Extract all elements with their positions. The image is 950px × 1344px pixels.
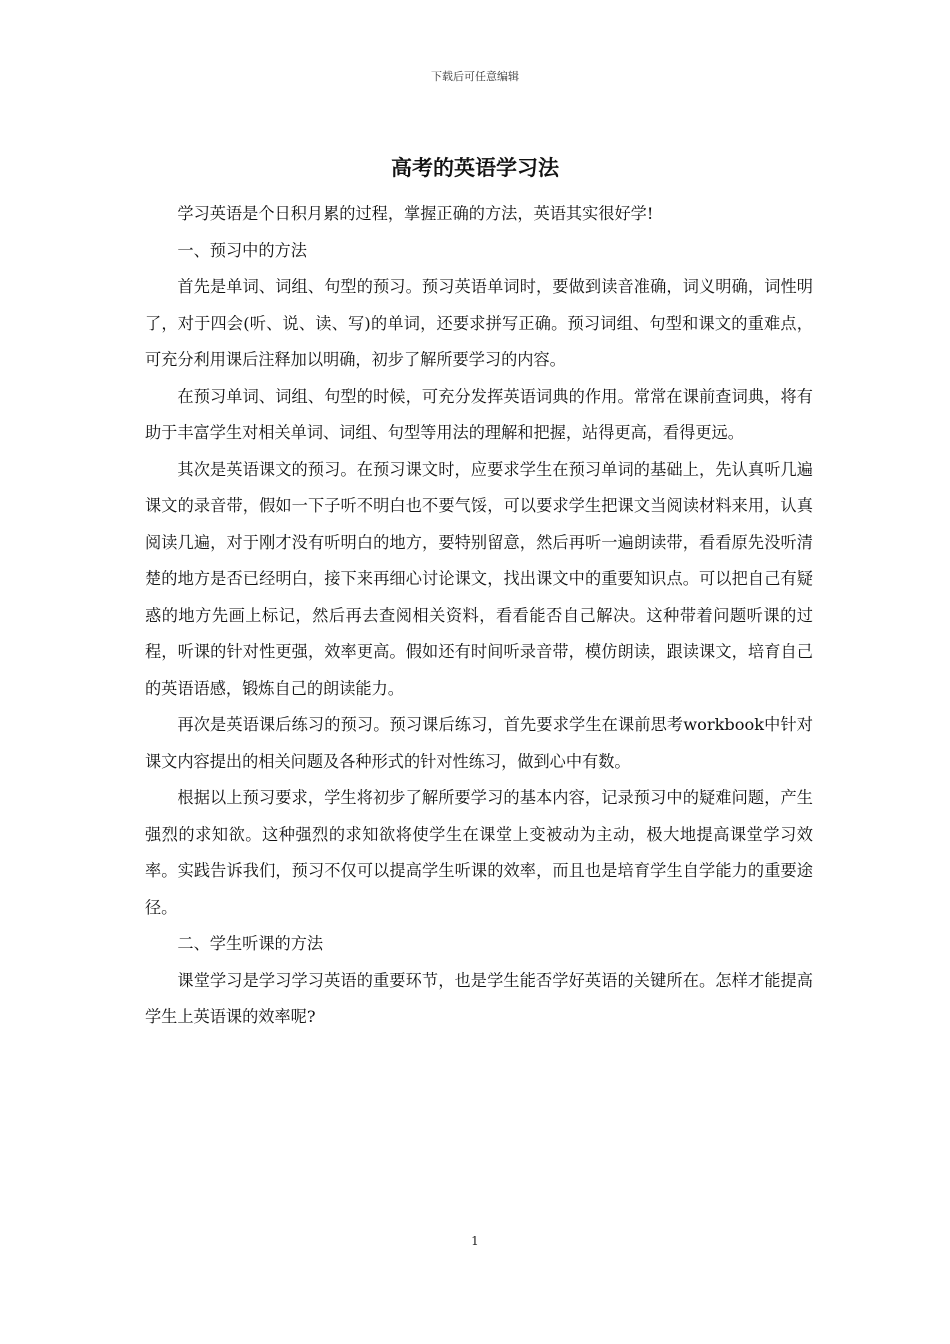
page-number: 1 xyxy=(471,1234,479,1248)
paragraph-preview-benefits: 根据以上预习要求，学生将初步了解所要学习的基本内容，记录预习中的疑难问题，产生强烈的求知欲。这种强烈的求知欲将使学生在课堂上变被动为主动，极大地提高课堂学习效率。实践告诉我们，预习不仅可以提高学生听课的效率，而且也是培育学生自学能力的重要途径。 xyxy=(145,788,813,917)
document-title: 高考的英语学习法 xyxy=(391,156,559,180)
intro-paragraph: 学习英语是个日积月累的过程，掌握正确的方法，英语其实很好学! xyxy=(177,204,654,223)
paragraph-word-preview: 首先是单词、词组、句型的预习。预习英语单词时，要做到读音准确，词义明确，词性明了，对于四会(听、说、读、写)的单词，还要求拼写正确。预习词组、句型和课文的重难点，可充分利用课后注释加以明确，初步了解所要学习的内容。 xyxy=(145,277,813,369)
paragraph-classroom: 课堂学习是学习学习英语的重要环节，也是学生能否学好英语的关键所在。怎样才能提高学生上英语课的效率呢? xyxy=(145,970,813,1026)
paragraph-text-preview: 其次是英语课文的预习。在预习课文时，应要求学生在预习单词的基础上，先认真听几遍课文的录音带，假如一下子听不明白也不要气馁，可以要求学生把课文当阅读材料来用，认真阅读几遍，对于刚才没有听明白的地方，要特别留意，然后再听一遍朗读带，看看原先没听清楚的地方是否已经明白，接下来再细心讨论课文，找出课文中的重要知识点。可以把自己有疑惑的地方先画上标记，然后再去查阅相关资料，看看能否自己解决。这种带着问题听课的过程，听课的针对性更强，效率更高。假如还有时间听录音带，模仿朗读，跟读课文，培育自己的英语语感，锻炼自己的朗读能力。 xyxy=(145,459,813,698)
section-heading-preview: 一、预习中的方法 xyxy=(177,240,307,260)
document-body xyxy=(145,196,813,1036)
paragraph-dictionary: 在预习单词、词组、句型的时候，可充分发挥英语词典的作用。常常在课前查词典，将有助于丰富学生对相关单词、词组、句型等用法的理解和把握，站得更高，看得更远。 xyxy=(145,386,813,442)
section-heading-listening: 二、学生听课的方法 xyxy=(177,934,324,953)
paragraph-exercise-preview: 再次是英语课后练习的预习。预习课后练习，首先要求学生在课前思考workbook中针对课文内容提出的相关问题及各种形式的针对性练习，做到心中有数。 xyxy=(145,715,813,771)
header-note: 下载后可任意编辑 xyxy=(431,70,519,83)
